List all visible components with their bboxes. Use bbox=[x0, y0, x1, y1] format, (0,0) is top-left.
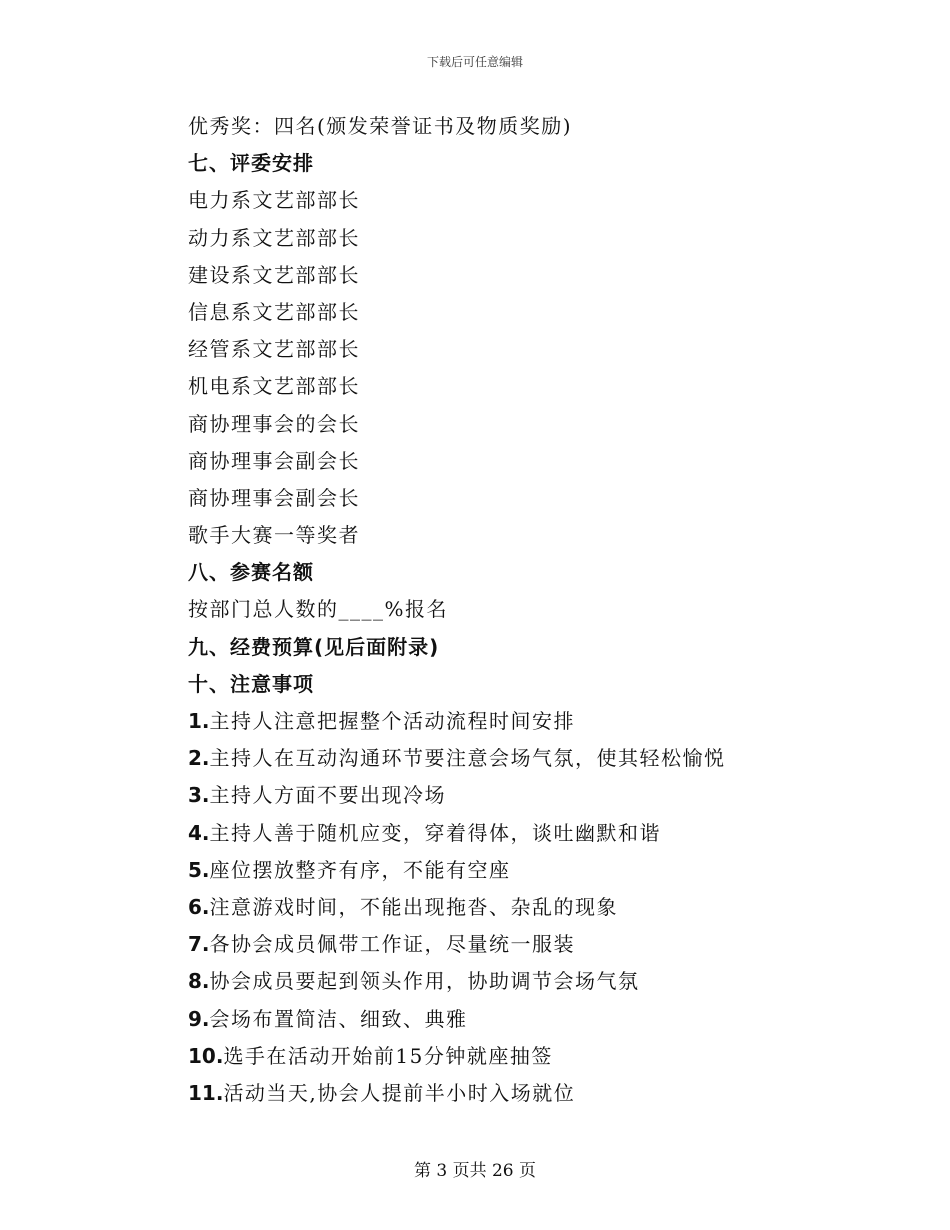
section-10-title: 十、注意事项 bbox=[188, 671, 314, 696]
judge-item: 商协理事会副会长 bbox=[188, 448, 360, 473]
document-body bbox=[188, 108, 808, 1112]
note-item bbox=[188, 926, 808, 963]
note-text: 座位摆放整齐有序，不能有空座 bbox=[209, 857, 511, 882]
note-number: 3. bbox=[188, 783, 210, 808]
note-text: 活动当天,协会人提前半小时入场就位 bbox=[223, 1080, 576, 1105]
note-text: 选手在活动开始前15分钟就座抽签 bbox=[223, 1043, 553, 1068]
note-number: 1. bbox=[188, 709, 210, 733]
note-number: 2. bbox=[188, 746, 210, 771]
page-footer: 第 3 页共 26 页 bbox=[413, 1161, 537, 1181]
note-number: 8. bbox=[188, 969, 210, 994]
judge-item: 商协理事会的会长 bbox=[188, 411, 360, 436]
judge-item: 建设系文艺部部长 bbox=[188, 262, 360, 287]
note-text: 协会成员要起到领头作用，协助调节会场气氛 bbox=[209, 969, 640, 994]
note-text: 注意游戏时间，不能出现拖沓、杂乱的现象 bbox=[209, 894, 619, 919]
note-number: 11. bbox=[188, 1080, 224, 1105]
note-number: 7. bbox=[188, 932, 210, 957]
judge-item: 信息系文艺部部长 bbox=[188, 299, 360, 324]
note-item bbox=[188, 815, 808, 852]
judge-item: 动力系文艺部部长 bbox=[188, 225, 360, 250]
note-number: 9. bbox=[188, 1006, 210, 1031]
judge-item: 电力系文艺部部长 bbox=[188, 188, 360, 213]
note-number: 6. bbox=[188, 894, 210, 919]
note-item bbox=[188, 777, 808, 814]
quota-text: 按部门总人数的____%报名 bbox=[188, 597, 449, 622]
judge-item: 歌手大赛一等奖者 bbox=[188, 523, 360, 548]
note-number: 4. bbox=[188, 820, 210, 845]
note-text: 主持人注意把握整个活动流程时间安排 bbox=[209, 709, 576, 733]
note-text: 会场布置简洁、细致、典雅 bbox=[209, 1006, 468, 1031]
note-text: 主持人方面不要出现冷场 bbox=[209, 783, 447, 808]
section-8-title: 八、参赛名额 bbox=[188, 560, 314, 585]
note-text: 主持人善于随机应变，穿着得体，谈吐幽默和谐 bbox=[209, 820, 662, 845]
judge-item: 经管系文艺部部长 bbox=[188, 337, 360, 362]
note-item bbox=[188, 1038, 808, 1075]
note-text: 各协会成员佩带工作证，尽量统一服装 bbox=[209, 932, 576, 957]
note-item bbox=[188, 740, 808, 777]
note-item bbox=[188, 1075, 808, 1112]
note-item bbox=[188, 703, 808, 740]
note-item bbox=[188, 852, 808, 889]
note-number: 10. bbox=[188, 1043, 224, 1068]
note-item bbox=[188, 963, 808, 1000]
note-item bbox=[188, 1001, 808, 1038]
section-9-title: 九、经费预算(见后面附录) bbox=[188, 634, 440, 659]
note-text: 主持人在互动沟通环节要注意会场气氛，使其轻松愉悦 bbox=[209, 746, 726, 771]
prize-line: 优秀奖：四名(颁发荣誉证书及物质奖励) bbox=[188, 114, 573, 138]
judge-item: 机电系文艺部部长 bbox=[188, 374, 360, 399]
note-number: 5. bbox=[188, 857, 210, 882]
section-7-title: 七、评委安排 bbox=[188, 151, 314, 176]
judge-item: 商协理事会副会长 bbox=[188, 485, 360, 510]
page-header: 下载后可任意编辑 bbox=[426, 55, 523, 69]
note-item bbox=[188, 889, 808, 926]
